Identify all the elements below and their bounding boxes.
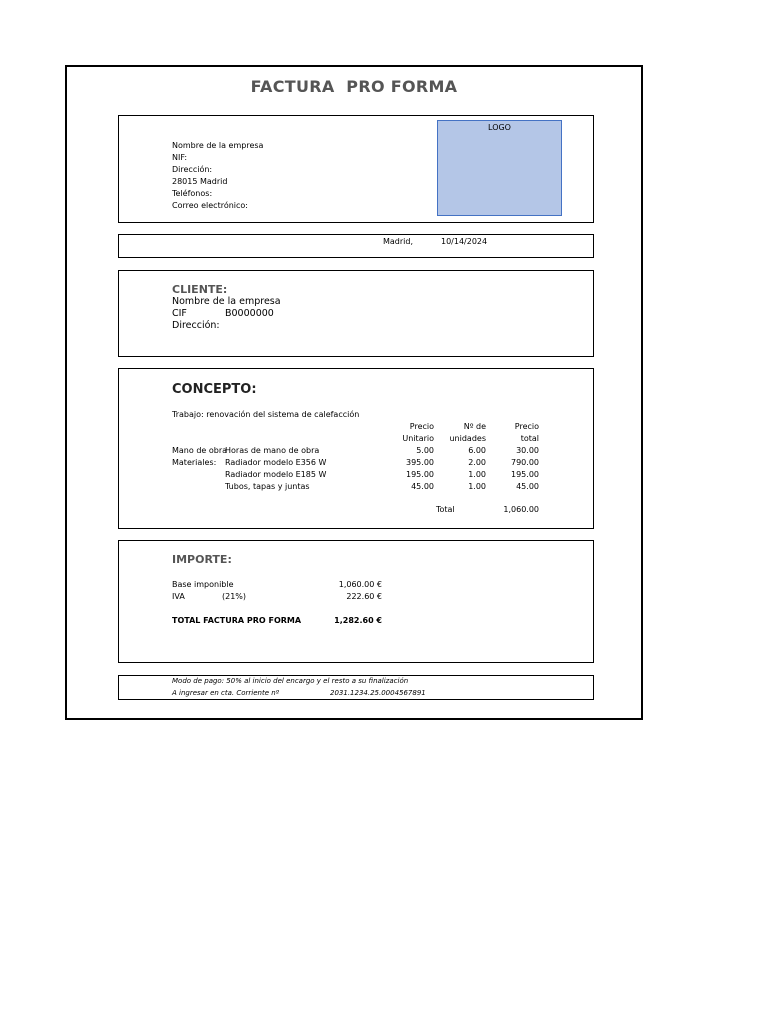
payment-mode: Modo de pago: 50% al inicio del encargo y el resto a su finalización: [172, 677, 409, 685]
row-unit-price: 5.00: [416, 446, 434, 455]
account-label: A ingresar en cta. Corriente nº: [172, 689, 279, 697]
row-description: Horas de mano de obra: [225, 446, 320, 455]
base-value: 1,060.00 €: [338, 580, 382, 589]
concept-heading: CONCEPTO:: [172, 382, 257, 397]
client-cif-value: B0000000: [225, 308, 274, 319]
row-units: 6.00: [468, 446, 486, 455]
invoice-sheet: [65, 65, 643, 720]
company-city: 28015 Madrid: [172, 177, 228, 186]
client-address: Dirección:: [172, 320, 220, 331]
row-units: 2.00: [468, 458, 486, 467]
client-name: Nombre de la empresa: [172, 296, 281, 307]
concept-total-value: 1,060.00: [503, 505, 539, 514]
header-unit-price-1: Precio: [409, 422, 434, 431]
header-total-1: Precio: [514, 422, 539, 431]
page-title: FACTURA PRO FORMA: [250, 77, 458, 96]
company-name: Nombre de la empresa: [172, 141, 264, 150]
company-phones: Teléfonos:: [172, 189, 213, 198]
row-units: 1.00: [468, 482, 486, 491]
row-category: Mano de obra: [172, 446, 228, 455]
payment-box: [118, 675, 594, 700]
amount-box: [118, 540, 594, 663]
company-email: Correo electrónico:: [172, 201, 248, 210]
iva-label: IVA: [172, 592, 185, 601]
iva-value: 222.60 €: [346, 592, 382, 601]
client-cif-label: CIF: [172, 308, 187, 319]
grand-total-label: TOTAL FACTURA PRO FORMA: [172, 616, 302, 625]
row-description: Radiador modelo E185 W: [225, 470, 327, 479]
header-total-2: total: [520, 434, 539, 443]
concept-box: [118, 368, 594, 529]
row-total: 195.00: [511, 470, 539, 479]
row-total: 30.00: [516, 446, 539, 455]
iva-rate: (21%): [222, 592, 247, 601]
concept-job: Trabajo: renovación del sistema de calefacción: [172, 410, 360, 419]
company-nif: NIF:: [172, 153, 188, 162]
header-units-2: unidades: [449, 434, 486, 443]
date-box: [118, 234, 594, 258]
date-value: 10/14/2024: [441, 237, 488, 246]
date-place: Madrid,: [383, 237, 414, 246]
row-category: Materiales:: [172, 458, 217, 467]
client-heading: CLIENTE:: [172, 283, 228, 296]
row-description: Radiador modelo E356 W: [225, 458, 327, 467]
header-units-1: Nº de: [463, 422, 486, 431]
row-description: Tubos, tapas y juntas: [225, 482, 310, 491]
row-unit-price: 45.00: [411, 482, 434, 491]
company-box: [118, 115, 594, 223]
amount-heading: IMPORTE:: [172, 553, 232, 566]
base-label: Base imponible: [172, 580, 234, 589]
client-box: [118, 270, 594, 357]
row-total: 790.00: [511, 458, 539, 467]
grand-total-value: 1,282.60 €: [334, 616, 382, 625]
row-units: 1.00: [468, 470, 486, 479]
concept-total-label: Total: [436, 505, 455, 514]
row-unit-price: 195.00: [406, 470, 434, 479]
row-total: 45.00: [516, 482, 539, 491]
company-address: Dirección:: [172, 165, 213, 174]
account-number: 2031.1234.25.0004567891: [330, 689, 426, 697]
header-unit-price-2: Unitario: [402, 434, 434, 443]
logo-placeholder: LOGO: [437, 120, 562, 216]
row-unit-price: 395.00: [406, 458, 434, 467]
